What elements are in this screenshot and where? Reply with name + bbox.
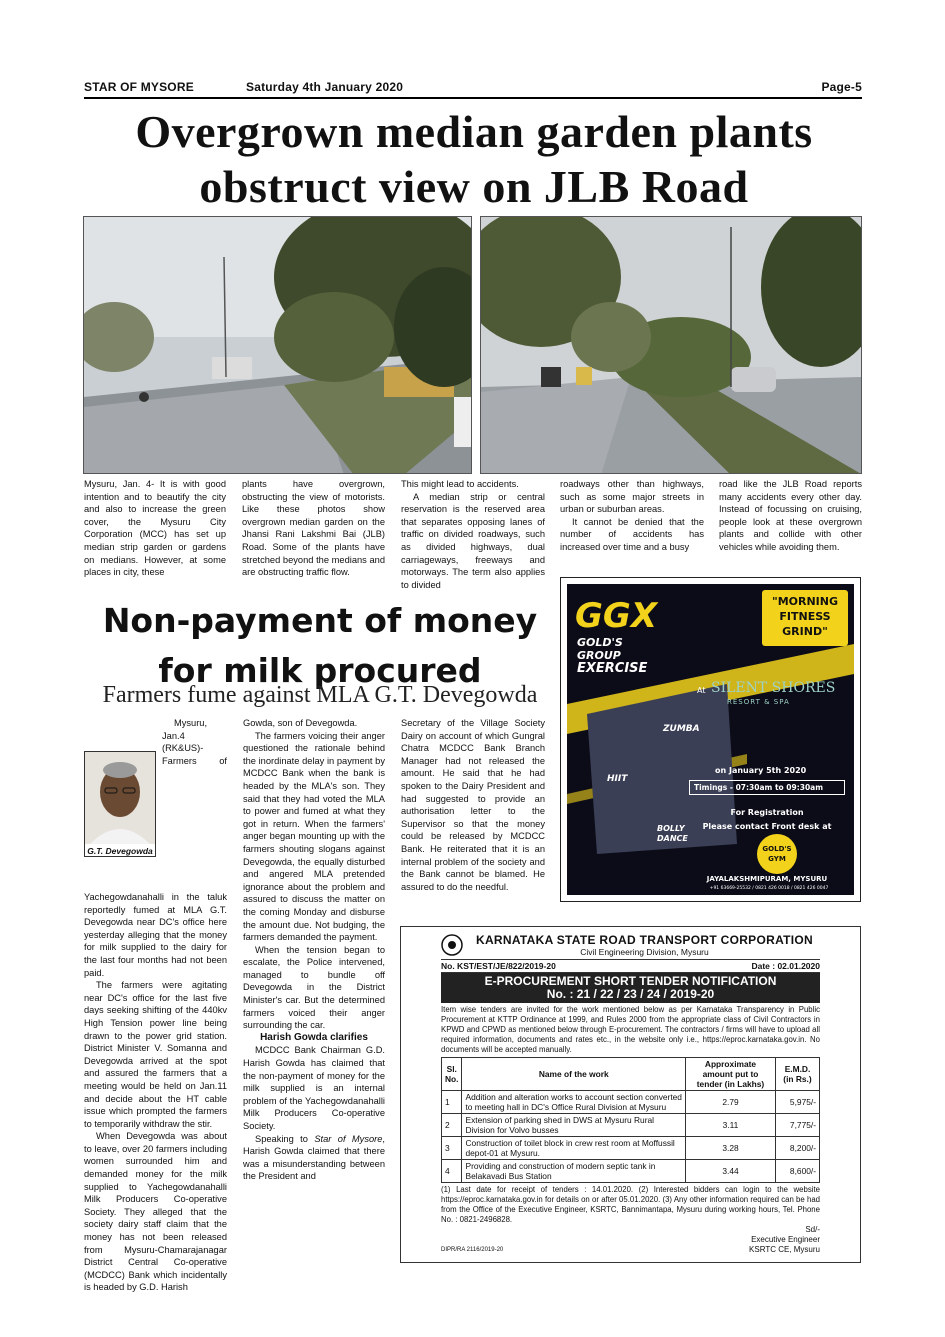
ksrtc-emblem-icon (441, 934, 463, 956)
tender-ref: No. KST/EST/JE/822/2019-20 (441, 961, 556, 971)
ad-phones: +91 63669-25532 / 0821 426 0018 / 0821 426 0047 (709, 886, 829, 891)
ad-slogan: "MORNING FITNESS GRIND" (762, 590, 848, 646)
subhead-harish: Harish Gowda clarifies (260, 1031, 368, 1043)
tag-hiit: HIIT (607, 774, 628, 784)
story2-subheadline: Farmers fume against MLA G.T. Devegowda (102, 682, 538, 708)
story1-col4: roadways other than highways, such as some major streets in urban or suburban areas. It cannot be denied that the number of accidents has increased over time and a busy (560, 479, 704, 552)
ad-brand-sub: GOLD'S GROUP EXERCISE (577, 636, 648, 676)
page-number: Page-5 (821, 80, 862, 94)
tender-division: Civil Engineering Division, Mysuru (580, 947, 709, 957)
tender-intro: Item wise tenders are invited for the work mentioned below as per Karnataka Transparency in Public Procurement at KTTP Ordinance at 1999, and Rules 2000 from the appropriate class of Civil Contractors in KPWD and CPWD as mentioned below through E-procurement. The contractors / firms will have to upload all required information, documents and rates etc., in the website only i.e., https://eproc.karnataka.gov.in. No documents will be accepted manually. (441, 1005, 820, 1054)
tender-signature: Sd/- Executive Engineer KSRTC CE, Mysuru (749, 1225, 820, 1254)
golds-gym-logo: GOLD'S GYM (757, 834, 797, 874)
ad-venue: SILENT SHORES (711, 680, 836, 696)
story2-col1: Mysuru, Jan.4 (RK&US)- Farmers of Yachegowdanahalli in the taluk reportedly fumed at MLA G.T. Devegowda near DC's office here yesterday alleging that the money for milk supplied to the dairy for the last four months had not been paid. The farmers were agitating near DC's office for the last five days seeking shifting of the 440kv High Tension power line being drawn to the power grid station. District Minister V. Somanna and Devegowda arrived at the spot and assured the farmers that a meeting would be held on Jan.11 and decide about the HT cable issue which prompted the farmers to temporarily withdraw the stir. When Devegowda was about to leave, over 20 farmers including women surrounded him and demanded money for the milk supplied to Yachegowdanahalli Milk Producers Co-operative Society. They alleged that the society dairy staff claim that the money has not been released from Mysuru-Chamarajanagar District Central Co-operative (MCDCC) Bank which incidentally is headed by G.D. Harish (84, 718, 227, 1293)
tender-org: KARNATAKA STATE ROAD TRANSPORT CORPORATION (475, 933, 814, 947)
story1-col3: This might lead to accidents. A median strip or central reservation is the reserved area that separates opposing lanes of traffic on divided roadways, such as divided highways, dual carriageways, freeways and motorways. The term also applies to divided (401, 479, 545, 590)
photo-jlb-road-right (480, 216, 862, 474)
ksrtc-tender-notice (400, 926, 861, 1263)
header-rule (84, 97, 862, 99)
ad-location: JAYALAKSHMIPURAM, MYSURU (706, 875, 828, 883)
story1-headline: Overgrown median garden plants obstruct view on JLB Road (135, 106, 813, 212)
issue-date: Saturday 4th January 2020 (246, 80, 404, 94)
tender-date: Date : 02.01.2020 (751, 961, 820, 971)
ad-timings: Timings - 07:30am to 09:30am (689, 780, 845, 795)
ggx-advertisement: GGX GOLD'S GROUP EXERCISE "MORNING FITNESS GRIND" At SILENT SHORES RESORT & SPA ZUMBA HIIT BOLLY DANCE on January 5th 2020 Timings - 07:30am to 09:30am For Registration Please contact Front desk at GOLD'S GYM JAYALAKSHMIPURAM, MYSURU +91 63669-25532 / 0821 426 0018 / 0821 426 0047 (560, 577, 861, 902)
table-header-row: Sl. No. Name of the work Approximate amount put to tender (in Lakhs) E.M.D. (in Rs.) (442, 1058, 820, 1091)
photo-jlb-road-left (83, 216, 472, 474)
tender-table (441, 1057, 820, 1183)
tender-title: E-PROCUREMENT SHORT TENDER NOTIFICATION No. : 21 / 22 / 23 / 24 / 2019-20 (441, 973, 820, 1003)
story1-col2: plants have overgrown, obstructing the view of motorists. Like these photos show overgrown median garden on the Jhansi Rani Lakshmi Bai (JLB) Road. Some of the plants have stretched beyond the medians and are obstructing traffic flow. (242, 479, 385, 578)
photo-float-space (84, 751, 158, 891)
table-row: 2 Extension of parking shed in DWS at Mysuru Rural Division for Volvo busses 3.11 7,775/- (442, 1114, 820, 1137)
story2-col2: Gowda, son of Devegowda. The farmers voicing their anger questioned the rationale behind the inordinate delay in payment by MCDCC Bank when the bank is headed by the MLA's son. They said that they had voted the MLA to power and fumed at what they got in return. When the farmers' anger began mounting up with the farmers shouting slogans against Devegowda, the equally disturbed and angered MLA pretended ignorance about the problem and assured to discuss the matter on the coming Monday and disburse the amount due. Not budging, the farmers demanded the payment. When the tension began to escalate, the Police intervened, managed to bundle off Devegowda in the District Minister's car. But the determined farmers voiced their anger surrounding the car. Harish Gowda clarifies MCDCC Bank Chairman G.D. Harish Gowda has claimed that the non-payment of money for the milk supplied is an internal problem of the Yachegowdanahalli Milk Producers Co-operative Society. Speaking to Star of Mysore, Harish Gowda claimed that there was a misunderstanding between the President and (243, 718, 386, 1182)
story2-headline: Non-payment of money for milk procured (102, 601, 538, 690)
story1-col5: road like the JLB Road reports many accidents every other day. Instead of focussing on cruising, people look at these overgrown plants and collide with other vehicles while avoiding them. (719, 479, 862, 552)
table-row: 3 Construction of toilet block in crew rest room at Moffussil depot-01 at Mysuru. 3.28 8,200/- (442, 1137, 820, 1160)
table-row: 1 Addition and alteration works to account section converted to meeting hall in DC's Office Rural Division at Mysuru 2.79 5,975/- (442, 1091, 820, 1114)
paper-name: STAR OF MYSORE (84, 80, 194, 94)
tender-dipr: DIPR/RA 2116/2019-20 (441, 1247, 504, 1253)
story1-col1: Mysuru, Jan. 4- It is with good intention and to beautify the city and also to increase the green cover, the Mysuru City Corporation (MCC) has set up median strip garden or gardens on medians. However, at some places in city, these (84, 479, 226, 578)
photo-caption: G.T. Devegowda (85, 846, 155, 856)
tag-bolly: BOLLY DANCE (657, 824, 688, 843)
story2-col3: Secretary of the Village Society Dairy on account of which Gungral Chatra MCDCC Bank Branch Manager had not released the amount. He said that he had spoken to the Dairy President and had suggested to provide an authorisation letter to the Supervisor so that the money could be released by MCDCC Bank. He reiterated that it is an internal problem of the society and the Bank cannot be blamed. He assured to do the needful. (401, 718, 545, 892)
tag-zumba: ZUMBA (663, 724, 700, 734)
table-row: 4 Providing and construction of modern septic tank in Belakavadi Bus Station 3.44 8,600/- (442, 1160, 820, 1183)
ad-date: on January 5th 2020 (715, 766, 807, 775)
tender-footer: (1) Last date for receipt of tenders : 14.01.2020. (2) Interested bidders can login to the website https://eproc.karnataka.gov.in for details on or after 05.01.2020. (3) Any other information required can be had from the Office of the Executive Engineer, KSRTC, Bannimantapa, Mysuru during working hours, Tel. Phone No. : 0821-2496828. (441, 1185, 820, 1224)
ad-brand: GGX (575, 596, 658, 636)
ad-registration: For Registration Please contact Front desk at (702, 808, 832, 831)
